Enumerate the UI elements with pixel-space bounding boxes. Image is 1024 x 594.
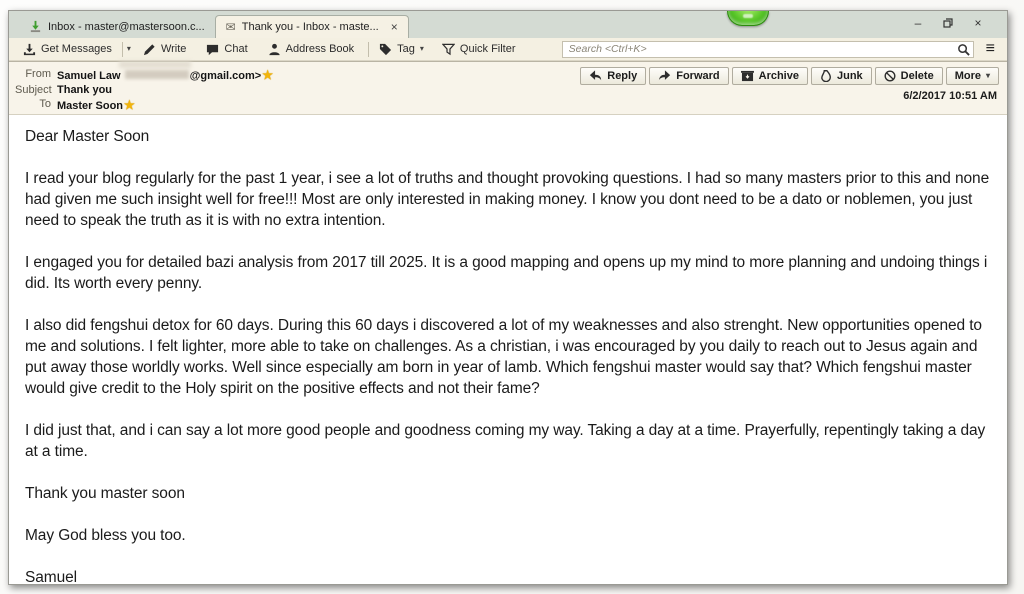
junk-flame-icon: [820, 70, 832, 82]
from-name: Samuel Law: [57, 70, 121, 82]
get-messages-button[interactable]: [17, 41, 118, 58]
to-name: Master Soon: [57, 100, 124, 112]
subject-label: Subject: [15, 84, 52, 96]
envelope-icon: ✉: [225, 20, 236, 34]
tag-caret-icon: ▾: [419, 44, 424, 53]
forward-label: Forward: [676, 70, 720, 82]
download-icon: [23, 43, 36, 56]
chat-button[interactable]: [200, 41, 253, 58]
thunderbird-window: [8, 10, 1008, 585]
redaction-watermark: [119, 61, 191, 68]
restore-icon: [943, 18, 953, 28]
tab-close-icon[interactable]: ×: [390, 20, 398, 34]
toolbar-divider: [368, 42, 369, 57]
search-input[interactable]: [562, 41, 974, 58]
star-icon[interactable]: ★: [124, 98, 135, 112]
inbox-download-icon: [29, 20, 42, 33]
tag-icon: [379, 43, 392, 56]
app-menu-icon[interactable]: ≡: [985, 40, 995, 57]
thanks-line: Thank you master soon: [25, 485, 185, 502]
address-book-button[interactable]: [262, 41, 360, 58]
message-body: [9, 115, 1007, 584]
search-icon[interactable]: [957, 43, 970, 59]
get-messages-label: Get Messages: [41, 43, 112, 55]
action-button-row: [580, 67, 999, 85]
archive-button[interactable]: [732, 67, 808, 85]
archive-icon: [741, 70, 754, 82]
chat-bubble-icon: [206, 43, 219, 56]
to-value: [57, 98, 580, 112]
pencil-icon: [143, 43, 156, 56]
redacted-email: [125, 70, 189, 79]
message-date: 6/2/2017 10:51 AM: [903, 90, 997, 102]
from-label: From: [25, 68, 51, 80]
reply-button[interactable]: [580, 67, 646, 85]
toolbar-divider: [122, 42, 123, 57]
window-controls: [903, 11, 1007, 32]
address-book-label: Address Book: [285, 43, 355, 55]
tab-bar: [9, 11, 1007, 38]
main-toolbar: [9, 38, 1007, 61]
quick-filter-label: Quick Filter: [459, 43, 516, 55]
message-header: [9, 61, 1007, 115]
search-box: [562, 41, 974, 58]
archive-label: Archive: [758, 70, 799, 82]
write-button[interactable]: [137, 41, 192, 58]
delete-button[interactable]: [875, 67, 943, 85]
tag-button[interactable]: [373, 41, 430, 58]
subject-value: Thank you: [57, 84, 113, 96]
junk-button[interactable]: [811, 67, 872, 85]
from-value: [57, 68, 580, 82]
decorative-green-badge: [727, 11, 769, 26]
message-header-fields: [15, 66, 580, 112]
delete-label: Delete: [900, 70, 934, 82]
blessing-line: May God bless you too.: [25, 527, 186, 544]
from-email-suffix: @gmail.com>: [189, 70, 262, 82]
junk-label: Junk: [836, 70, 863, 82]
tab-inbox[interactable]: [19, 15, 215, 38]
body-paragraph: I also did fengshui detox for 60 days. During this 60 days i discovered a lot of my weaknesses and also strenght. New opportunities opened to me and solutions. I felt lighter, more able to take on challenges. As a christian, i was encouraged by you daily to reach out to Jesus again and put away those worldly works. Well since especially am born in year of lamb. Which fengshui master would say that? Which fengshui master would give credit to the Holy spirit on the positive effects and not their fame?: [25, 317, 982, 397]
delete-prohibition-icon: [884, 70, 896, 82]
forward-arrow-icon: [658, 70, 671, 82]
reply-label: Reply: [607, 70, 638, 82]
star-icon[interactable]: ★: [262, 68, 273, 82]
restore-button[interactable]: [933, 14, 963, 32]
minimize-button[interactable]: –: [914, 16, 922, 30]
message-actions: [580, 66, 999, 112]
quick-filter-button[interactable]: [436, 41, 522, 58]
person-icon: [268, 43, 281, 56]
greeting-line: Dear Master Soon: [25, 128, 150, 145]
tag-label: Tag: [397, 43, 415, 55]
body-paragraph: I did just that, and i can say a lot more good people and goodness coming my way. Taking a day at a time. Prayerfully, repentingly taking a day at a time.: [25, 422, 986, 460]
body-paragraph: I read your blog regularly for the past 1 year, i see a lot of truths and thought provoking questions. I had so many masters prior to this and none had given me such insight well for free!!! Most are only interested in making money. I know you dont need to be a dato or noblemen, you just need to speak the truth as it is with no extra intention.: [25, 170, 990, 229]
forward-button[interactable]: [649, 67, 728, 85]
to-label: To: [39, 98, 51, 110]
signature-line: Samuel: [25, 569, 77, 584]
search-area: [562, 41, 999, 58]
chat-label: Chat: [224, 43, 248, 55]
reply-arrow-icon: [589, 70, 602, 82]
funnel-icon: [442, 43, 455, 56]
tab-inbox-label: Inbox - master@mastersoon.c...: [48, 20, 205, 33]
more-caret-icon: ▾: [985, 71, 990, 80]
body-paragraph: I engaged you for detailed bazi analysis from 2017 till 2025. It is a good mapping and opens up my mind to more planning and undoing things i did. Its worth every penny.: [25, 254, 988, 292]
write-label: Write: [160, 43, 187, 55]
tab-thank-you-label: Thank you - Inbox - maste...: [241, 21, 379, 33]
more-label: More: [954, 70, 981, 82]
close-button[interactable]: ×: [974, 16, 982, 30]
get-messages-caret-icon[interactable]: ▾: [126, 44, 131, 53]
more-button[interactable]: [946, 67, 999, 85]
tab-thank-you[interactable]: [215, 15, 409, 38]
